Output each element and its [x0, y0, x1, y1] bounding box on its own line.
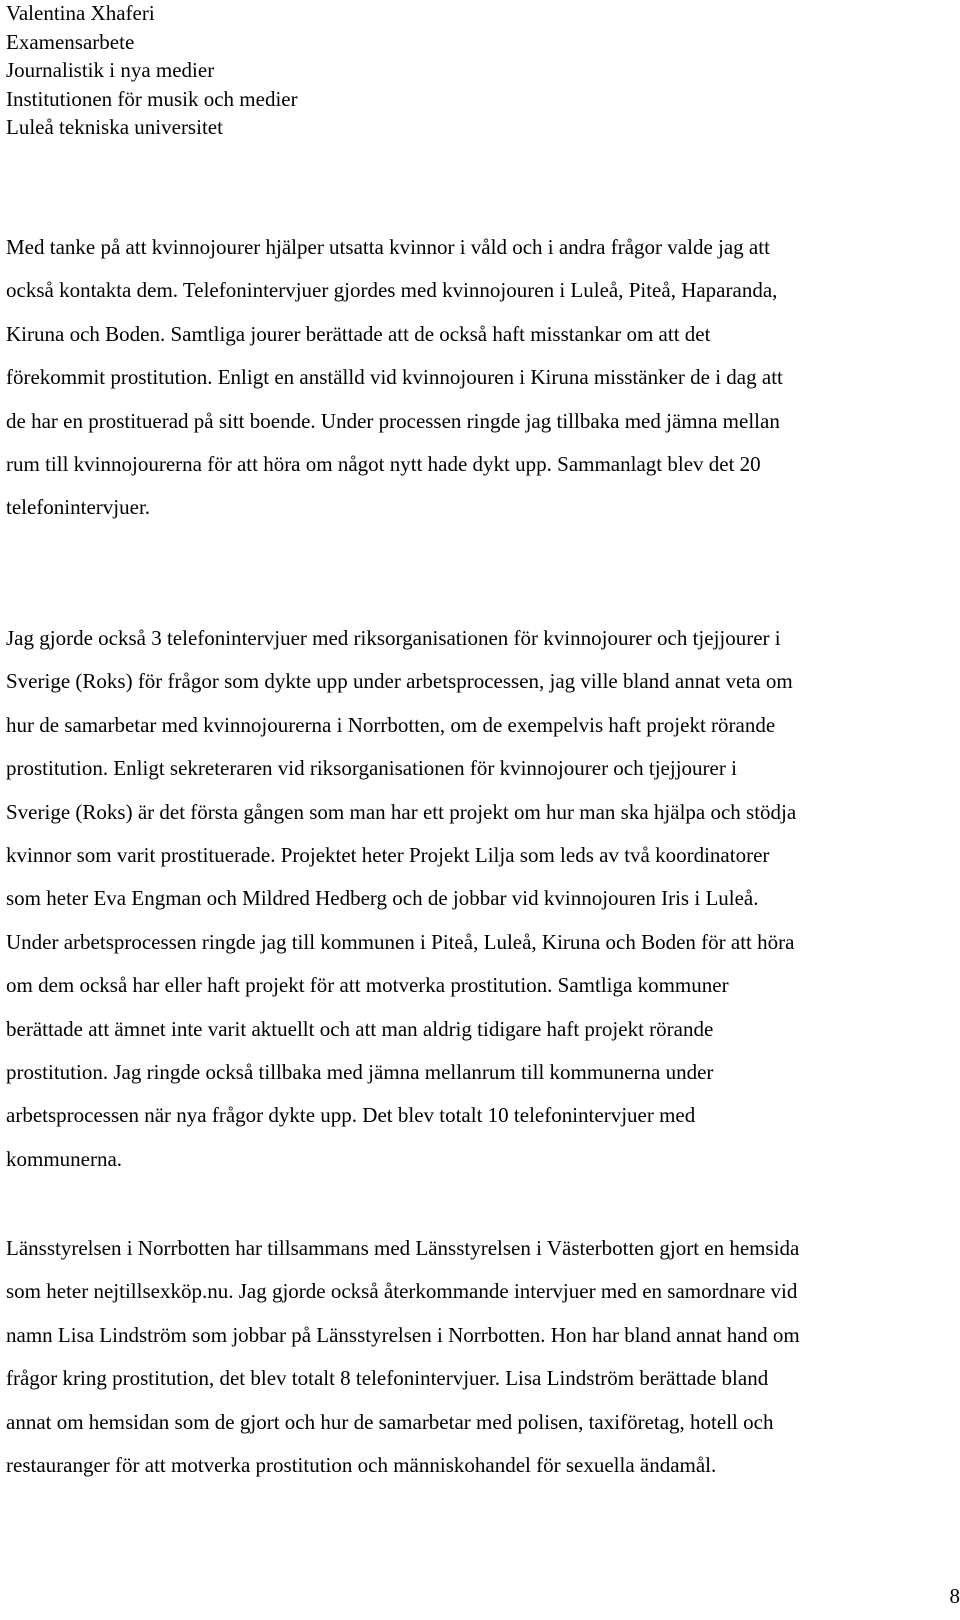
text-line: hur de samarbetar med kvinnojourerna i Norrbotten, om de exempelvis haft projekt rörande	[6, 712, 776, 737]
text-line: de har en prostituerad på sitt boende. Under processen ringde jag tillbaka med jämna mellan	[6, 408, 780, 433]
author-name: Valentina Xhaferi	[6, 1, 155, 25]
program-name: Journalistik i nya medier	[6, 58, 215, 82]
university-name: Luleå tekniska universitet	[6, 115, 223, 139]
text-line: Sverige (Roks) är det första gången som man har ett projekt om hur man ska hjälpa och stödja	[6, 799, 797, 824]
text-line: Under arbetsprocessen ringde jag till kommunen i Piteå, Luleå, Kiruna och Boden för att höra	[6, 929, 795, 954]
text-line: som heter Eva Engman och Mildred Hedberg och de jobbar vid kvinnojouren Iris i Luleå.	[6, 886, 759, 911]
text-line: telefonintervjuer.	[6, 495, 151, 520]
text-line: berättade att ämnet inte varit aktuellt och att man aldrig tidigare haft projekt rörande	[6, 1016, 714, 1041]
text-line: Länsstyrelsen i Norrbotten har tillsammans med Länsstyrelsen i Västerbotten gjort en hemsida	[6, 1236, 800, 1260]
text-line: Sverige (Roks) för frågor som dykte upp under arbetsprocessen, jag ville bland annat veta om	[6, 669, 793, 694]
page-number: 8	[949, 1584, 960, 1608]
text-line: Kiruna och Boden. Samtliga jourer berättade att de också haft misstankar om att det	[6, 321, 711, 346]
text-line: annat om hemsidan som de gjort och hur de samarbetar med polisen, taxiföretag, hotell och	[6, 1409, 774, 1434]
text-line: namn Lisa Lindström som jobbar på Länsstyrelsen i Norrbotten. Hon har bland annat hand om	[6, 1322, 800, 1347]
text-line: prostitution. Enligt sekreteraren vid riksorganisationen för kvinnojourer och tjejjourer i	[6, 756, 737, 781]
text-line: rum till kvinnojourerna för att höra om något nytt hade dykt upp. Sammanlagt blev det 20	[6, 452, 761, 477]
document-type: Examensarbete	[6, 29, 135, 54]
text-line: om dem också har eller haft projekt för att motverka prostitution. Samtliga kommuner	[6, 973, 729, 998]
text-line: restauranger för att motverka prostitution och människohandel för sexuella ändamål.	[6, 1453, 717, 1478]
paragraph-roks-kommuner	[6, 617, 944, 1181]
text-line: kommunerna.	[6, 1146, 123, 1171]
text-line: förekommit prostitution. Enligt en anställd vid kvinnojouren i Kiruna misstänker de i dag att	[6, 365, 783, 390]
text-line: Med tanke på att kvinnojourer hjälper utsatta kvinnor i våld och i andra frågor valde jag att	[6, 235, 770, 259]
text-line: frågor kring prostitution, det blev totalt 8 telefonintervjuer. Lisa Lindström berättade bland	[6, 1366, 769, 1391]
paragraph-lansstyrelsen	[6, 1227, 944, 1487]
document-header	[6, 0, 298, 142]
paragraph-kvinnojourer	[6, 226, 944, 530]
department-name: Institutionen för musik och medier	[6, 86, 298, 111]
text-line: som heter nejtillsexköp.nu. Jag gjorde också återkommande intervjuer med en samordnare vid	[6, 1279, 798, 1304]
text-line: också kontakta dem. Telefonintervjuer gjordes med kvinnojouren i Luleå, Piteå, Haparanda,	[6, 278, 778, 303]
text-line: Jag gjorde också 3 telefonintervjuer med riksorganisationen för kvinnojourer och tjejjourer i	[6, 626, 781, 650]
text-line: kvinnor som varit prostituerade. Projektet heter Projekt Lilja som leds av två koordinatorer	[6, 843, 770, 868]
text-line: prostitution. Jag ringde också tillbaka med jämna mellanrum till kommunerna under	[6, 1060, 714, 1085]
text-line: arbetsprocessen när nya frågor dykte upp. Det blev totalt 10 telefonintervjuer med	[6, 1103, 696, 1128]
